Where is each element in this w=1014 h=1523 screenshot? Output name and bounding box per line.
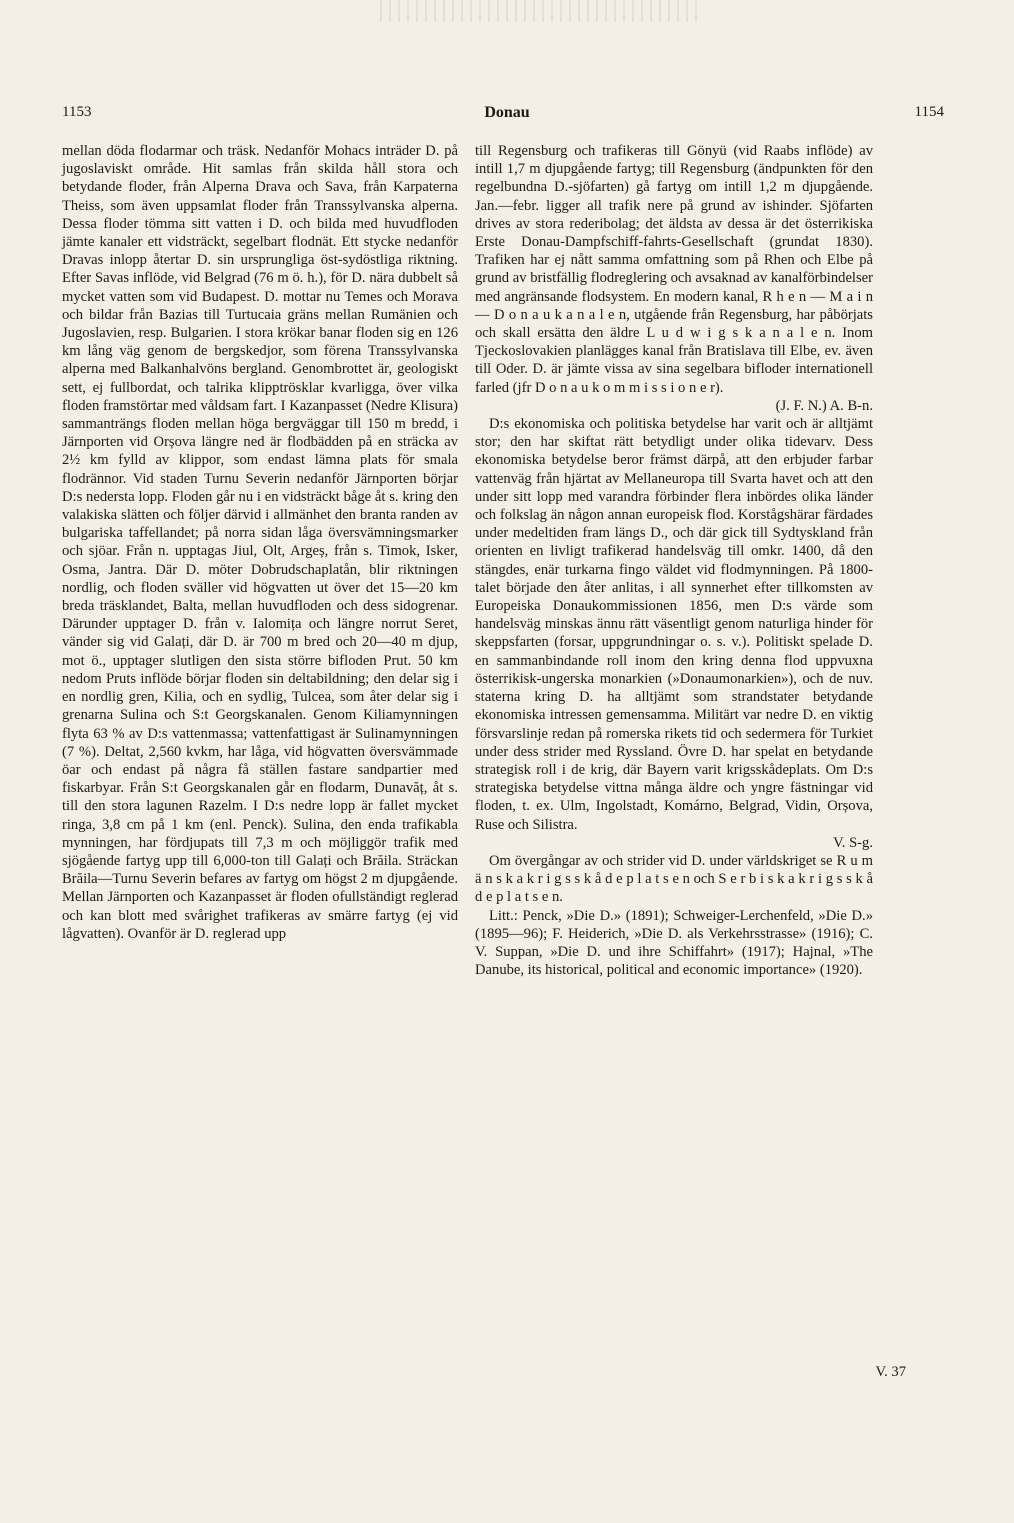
right-paragraph-1: till Regensburg och trafikeras till Gönyü (vid Raabs inflöde) av intill 1,7 m djupgående fartyg; till Regensburg (ändpunkten för den regelbundna D.-sjöfarten) gå fartyg om intill 1,2 m djupgående. Jan.—febr. ligger all trafik nere på grund av ishinder. Sjöfarten drives av stora rederibolag; det äldsta av dessa är det österrikiska Erste Donau-Dampfschiff-fahrts-Gesellschaft (grundat 1830). Trafiken har ej nått samma omfattning som på Rhen och Elbe på grund av bristfällig flodreglering och avsaknad av kanalförbindelser med angränsande flodsystem. En modern kanal, R h e n — M a i n — D o n a u k a n a l e n, utgående från Regensburg, har påbörjats och skall ersätta den äldre L u d w i g s k a n a l e n. Inom Tjeckoslovakien planlägges kanal från Bratislava till Elbe, ev. även till Oder. D. är jämte vissa av sina segelbara bifloder internationell farled (jfr D o n a u k o m m i s s i o n e r).: [475, 143, 873, 396]
right-page-number: 1154: [914, 104, 944, 120]
right-column: [475, 142, 873, 979]
page-title: Donau: [484, 104, 530, 121]
top-smudge: [380, 0, 700, 22]
signature-1: (J. F. N.) A. B-n.: [775, 397, 873, 414]
right-paragraph-3: Om övergångar av och strider vid D. under världskriget se R u m ä n s k a k r i g s s k å d e p l a t s e n och S e r b i s k a k r i g s s k å d e p l a t s e n.: [475, 852, 873, 906]
signature-2: V. S-g.: [833, 834, 873, 851]
left-column: [62, 142, 458, 943]
literature-paragraph: Litt.: Penck, »Die D.» (1891); Schweiger-Lerchenfeld, »Die D.» (1895—96); F. Heiderich, »Die D. als Verkehrsstrasse» (1916); C. V. Suppan, »Die D. und ihre Schiffahrt» (1917); Hajnal, »The Danube, its historical, political and economic importance» (1920).: [475, 907, 873, 979]
right-paragraph-2: D:s ekonomiska och politiska betydelse har varit och är alltjämt stor; den har skiftat rätt betydligt under olika tidevarv. Dess ekonomiska betydelse beror främst därpå, att den erbjuder farbar vattenväg från hjärtat av Mellaneuropa till Svarta havet och att den under sitt lopp med varandra förbinder flera inbördes olika länder och folkslag än någon annan europeisk flod. Korstågshärar färdades under medeltiden fram längs D., och där gick till Sydtyskland från orienten en livligt trafikerad handelsväg till omkr. 1400, då den stängdes, enär turkarna fingo väldet vid flodmynningen. På 1800-talet började den åter anlitas, i all synnerhet efter tillkomsten av Europeiska Donaukommissionen 1856, men D:s värde som handelsväg minskas ännu rätt väsentligt genom naturliga hinder för skeppsfarten (forsar, uppgrundningar o. s. v.). Politiskt spelade D. en sammanbindande roll inom den kring denna flod uppvuxna österrikisk-ungerska monarkien (»Donaumonarkien»), och de nuv. staterna kring D. ha alltjämt som strandstater betydande ekonomiska intressen gemensamma. Militärt var nedre D. en viktig försvarslinje redan på romerska rikets tid och sedermera för Turkiet under dess strider med Ryssland. Övre D. har spelat en betydande strategisk roll i de krig, där Bayern varit krigsskådeplats. Om D:s strategiska betydelse vittna många äldre och yngre fästningar vid floden, t. ex. Ulm, Ingolstadt, Komárno, Belgrad, Vidin, Orșova, Ruse och Silistra.: [475, 416, 873, 833]
left-page-number: 1153: [62, 104, 92, 120]
volume-marker: V. 37: [875, 1364, 906, 1380]
left-paragraph-1: mellan döda flodarmar och träsk. Nedanför Mohacs inträder D. på jugoslaviskt område. Hit samlas från skilda håll stora och betydande floder, från Alperna Drava och Sava, från Karpaterna Theiss, som även uppsamlat floder från Transsylvanska alperna. Dessa floder tömma sitt vatten i D. och bilda med huvudfloden jämte kanaler ett vidsträckt, segelbart flodnät. Ett stycke nedanför Dravas inlopp återtar D. sin ursprungliga öst-sydöstliga riktning. Efter Savas inflöde, vid Belgrad (76 m ö. h.), för D. nära dubbelt så mycket vatten som vid Budapest. D. mottar nu Temes och Morava och bildar från Bazias till Turtucaia gräns mellan Rumänien och Jugoslavien, resp. Bulgarien. I stora krökar banar floden sig en 126 km lång väg genom de bergskedjor, som förena Transsylvanska alperna med Balkanhalvöns bergland. Genombrottet är, geologiskt sett, ej fullbordat, och talrika klipptrösklar kvarligga, över vilka floden framstörtar med våldsam fart. I Kazanpasset (Nedre Klisura) sammanträngs floden mellan höga bergväggar till 150 m bredd, i Järnporten vid Orșova längre ned är flodbädden på en sträcka av 2½ km fylld av klippor, som endast lämna plats för smala flodrännor. Vid staden Turnu Severin nedanför Järnporten börjar D:s nedersta lopp. Floden går nu i en vidsträckt båge åt s. kring den valakiska slätten och följer därvid i allmänhet den branta randen av bulgariska taffellandet; på norra sidan låga översvämningsmarker och sjöar. Från n. upptagas Jiul, Olt, Argeș, från s. Timok, Isker, Osma, Jantra. Där D. möter Dobrudschaplatån, blir riktningen nordlig, och floden sväller vid högvatten ut över det 15—20 km breda träsklandet, Balta, mellan huvudfloden och dess sidogrenar. Därunder upptager D. från v. Ialomița och längre norrut Seret, vänder sig vid Galați, där D. är 700 m bred och 20—40 m djup, mot ö., upptager slutligen den sista större bifloden Prut. 50 km nedom Pruts inflöde börjar floden sin deltabildning; den delar sig i en nordlig gren, Kilia, och en sydlig, Tulcea, som åter delar sig i grenarna Sulina och S:t Georgskanalen. Genom Kiliamynningen flyta 63 % av D:s vattenmassa; vattenfattigast är Sulinamynningen (7 %). Deltat, 2,560 kvkm, har låga, vid högvatten översvämmade öar och endast på några få ställen fastare sandpartier med fiskarbyar. Från S:t Georgskanalen går en flodarm, Dunavăț, åt s. till den stora lagunen Razelm. I D:s nedre lopp är fallet mycket ringa, 3,8 cm på 1 km (enl. Penck). Sulina, den enda trafikabla mynningen, har fördjupats till 7,3 m och möjliggör trafik med sjögående fartyg upp till 6,000-ton till Galați och Brăila. Sträckan Brăila—Turnu Severin befares av fartyg om högst 2 m djupgående. Mellan Järnporten och Kazanpasset är floden ofullständigt reglerad och kan blott med svårighet trafikeras av smärre fartyg (ej vid lågvatten). Ovanför är D. reglerad upp: [62, 143, 458, 942]
